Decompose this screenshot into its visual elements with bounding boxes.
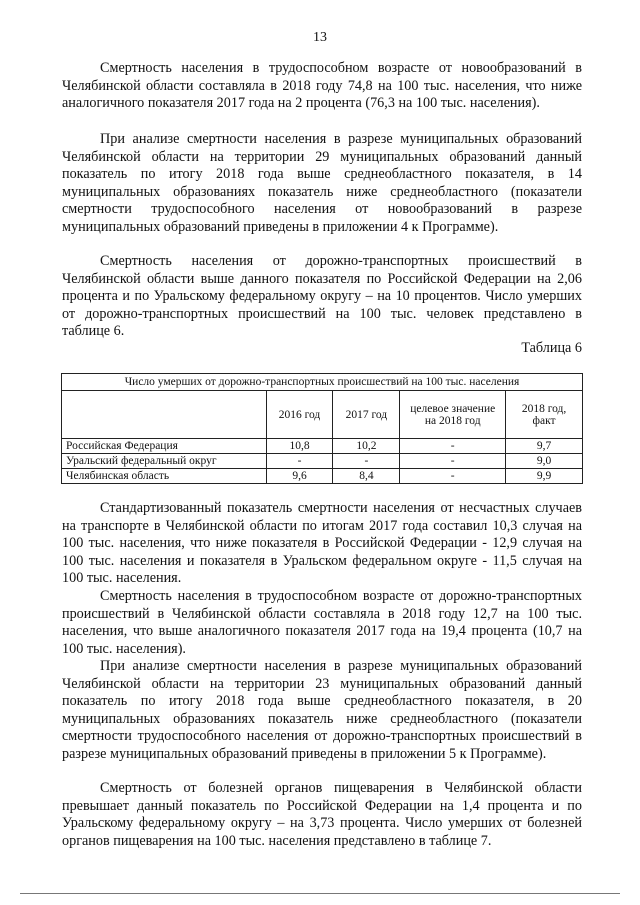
- footer-divider: [20, 893, 620, 894]
- paragraph-road-accident-mortality: Смертность населения от дорожно-транспортных происшествий в Челябинской области выше данного показателя по Российской Федерации на 2,06 процента и по Уральскому федеральному округу – на 10 процентов. Число умерших от дорожно-транспортных происшествий на 100 тыс. человек представлено в таблице 6.: [62, 253, 582, 339]
- paragraph-municipal-road: При анализе смертности населения в разрезе муниципальных образований Челябинской области на территории 23 муниципальных образований данный показатель по итогу 2018 года выше среднеобластного показателя, в 20 муниципальных образованиях показатель ниже среднеобластного (показатели смертности трудоспособного населения от дорожно-транспортных происшествий в разрезе муниципальных образований приведены в приложении 5 к Программе).: [62, 658, 582, 762]
- cell-value: 9,0: [506, 454, 583, 469]
- table-header-fact-2018: 2018 год, факт: [506, 391, 583, 439]
- table-row: [62, 454, 583, 469]
- paragraph-working-age-road-mortality: Смертность населения в трудоспособном возрасте от дорожно-транспортных происшествий в Челябинской области составляла в 2018 году 12,7 на 100 тыс. населения, что выше аналогичного показателя 2017 года на 19,4 процента (10,7 на 100 тыс. населения).: [62, 588, 582, 657]
- table-header-2017: 2017 год: [333, 391, 400, 439]
- table-header-2016: 2016 год: [266, 391, 333, 439]
- row-label: Челябинская область: [62, 469, 267, 484]
- paragraph-digestive-mortality: Смертность от болезней органов пищеварения в Челябинской области превышает данный показатель по Российской Федерации на 1,4 процента и по Уральскому федеральному округу – на 3,73 процента. Число умерших от болезней органов пищеварения на 100 тыс. населения представлено в таблице 7.: [62, 780, 582, 849]
- row-label: Уральский федеральный округ: [62, 454, 267, 469]
- table-title-row: [62, 374, 583, 391]
- paragraph-municipal-neoplasm: При анализе смертности населения в разрезе муниципальных образований Челябинской области на территории 29 муниципальных образований данный показатель по итогу 2018 года выше среднеобластного показателя, в 14 муниципальных образованиях показатель ниже среднеобластного (показатели смертности трудоспособного населения от новообразований в разрезе муниципальных образований приведены в приложении 4 к Программе).: [62, 131, 582, 235]
- table-header-empty: [62, 391, 267, 439]
- table-row: [62, 439, 583, 454]
- cell-value: 9,9: [506, 469, 583, 484]
- row-label: Российская Федерация: [62, 439, 267, 454]
- cell-value: -: [400, 469, 506, 484]
- cell-value: -: [400, 439, 506, 454]
- cell-value: 10,8: [266, 439, 333, 454]
- page-number: 13: [313, 30, 327, 45]
- paragraph-neoplasm-mortality: Смертность населения в трудоспособном возрасте от новообразований в Челябинской области составляла в 2018 году 74,8 на 100 тыс. населения, что ниже аналогичного показателя 2017 года на 2 процента (76,3 на 100 тыс. населения).: [62, 60, 582, 111]
- cell-value: 9,7: [506, 439, 583, 454]
- cell-value: -: [400, 454, 506, 469]
- table-header-row: [62, 391, 583, 439]
- table-title: Число умерших от дорожно-транспортных происшествий на 100 тыс. населения: [62, 374, 583, 391]
- cell-value: 10,2: [333, 439, 400, 454]
- table-caption: Таблица 6: [521, 340, 582, 356]
- cell-value: 9,6: [266, 469, 333, 484]
- paragraph-transport-accidents: Стандартизованный показатель смертности населения от несчастных случаев на транспорте в Челябинской области по итогам 2017 года составил 10,3 случая на 100 тыс. населения, что ниже показателя в Российской Федерации - 12,9 случая на 100 тыс. населения и показателя в Уральском федеральном округе - 11,5 случая на 100 тыс. населения.: [62, 500, 582, 586]
- table-header-target-2018: целевое значение на 2018 год: [400, 391, 506, 439]
- cell-value: -: [266, 454, 333, 469]
- table-row: [62, 469, 583, 484]
- cell-value: -: [333, 454, 400, 469]
- road-accident-table: [61, 373, 583, 484]
- cell-value: 8,4: [333, 469, 400, 484]
